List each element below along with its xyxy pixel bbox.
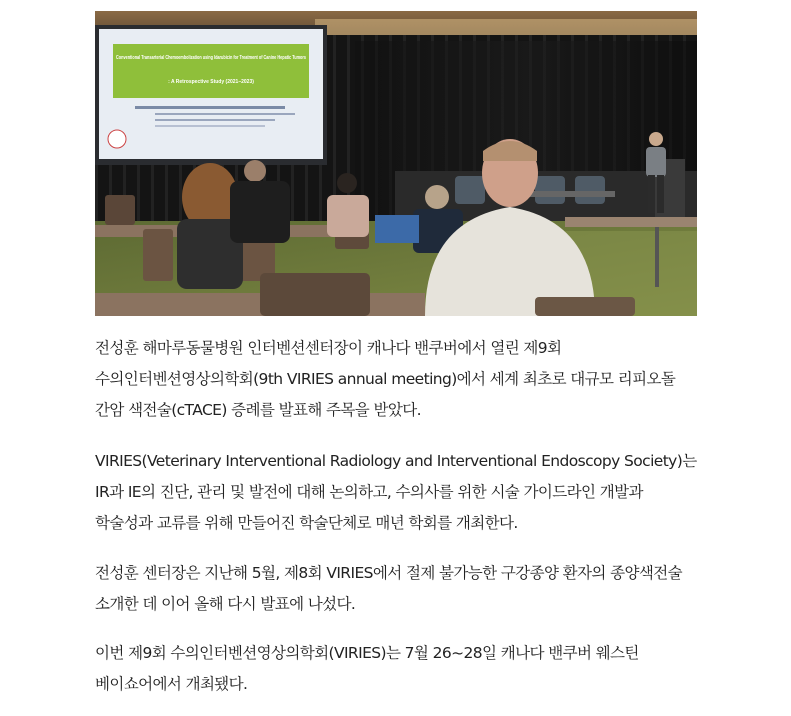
paragraph-line: 학술성과 교류를 위해 만들어진 학술단체로 매년 학회를 개최한다. — [95, 514, 518, 532]
article-paragraph-2 — [95, 446, 715, 539]
paragraph-line: 베이쇼어에서 개최됐다. — [95, 675, 248, 693]
paragraph-line: 전성훈 해마루동물병원 인터벤션센터장이 캐나다 밴쿠버에서 열린 제9회 — [95, 339, 562, 357]
laptop-icon — [375, 215, 419, 243]
stage-chair-icon — [575, 176, 605, 204]
slide-subtitle: : A Retrospective Study (2021–2023) — [168, 79, 254, 85]
presentation-slide — [95, 25, 327, 165]
article-paragraph-3 — [95, 558, 715, 620]
slide-title: Conventional Transarterial Chemoembolization using Idarubicin for Treatment of Canine Hepatic Tumors — [116, 55, 307, 61]
slide-logo-icon — [108, 130, 126, 148]
table-icon — [565, 217, 697, 227]
paragraph-line: 소개한 데 이어 올해 다시 발표에 나섰다. — [95, 595, 356, 613]
paragraph-line: 간암 색전술(cTACE) 증례를 발표해 주목을 받았다. — [95, 401, 421, 419]
paragraph-line: 수의인터벤션영상의학회(9th VIRIES annual meeting)에서 세계 최초로 대규모 리피오돌 — [95, 370, 676, 388]
stage-chair-icon — [455, 176, 485, 204]
paragraph-line: IR과 IE의 진단, 관리 및 발전에 대해 논의하고, 수의사를 위한 시술 가이드라인 개발과 — [95, 483, 643, 501]
conference-photo-illustration — [95, 11, 697, 316]
paragraph-line: VIRIES(Veterinary Interventional Radiology and Interventional Endoscopy Society)는 — [95, 452, 697, 470]
paragraph-line: 전성훈 센터장은 지난해 5월, 제8회 VIRIES에서 절제 불가능한 구강종양 환자의 종양색전술 — [95, 564, 682, 582]
conference-photo — [95, 11, 697, 316]
stage-chair-icon — [535, 176, 565, 204]
article-paragraph-4 — [95, 638, 715, 700]
article-paragraph-1 — [95, 333, 715, 426]
paragraph-line: 이번 제9회 수의인터벤션영상의학회(VIRIES)는 7월 26~28일 캐나다 밴쿠버 웨스틴 — [95, 644, 639, 662]
